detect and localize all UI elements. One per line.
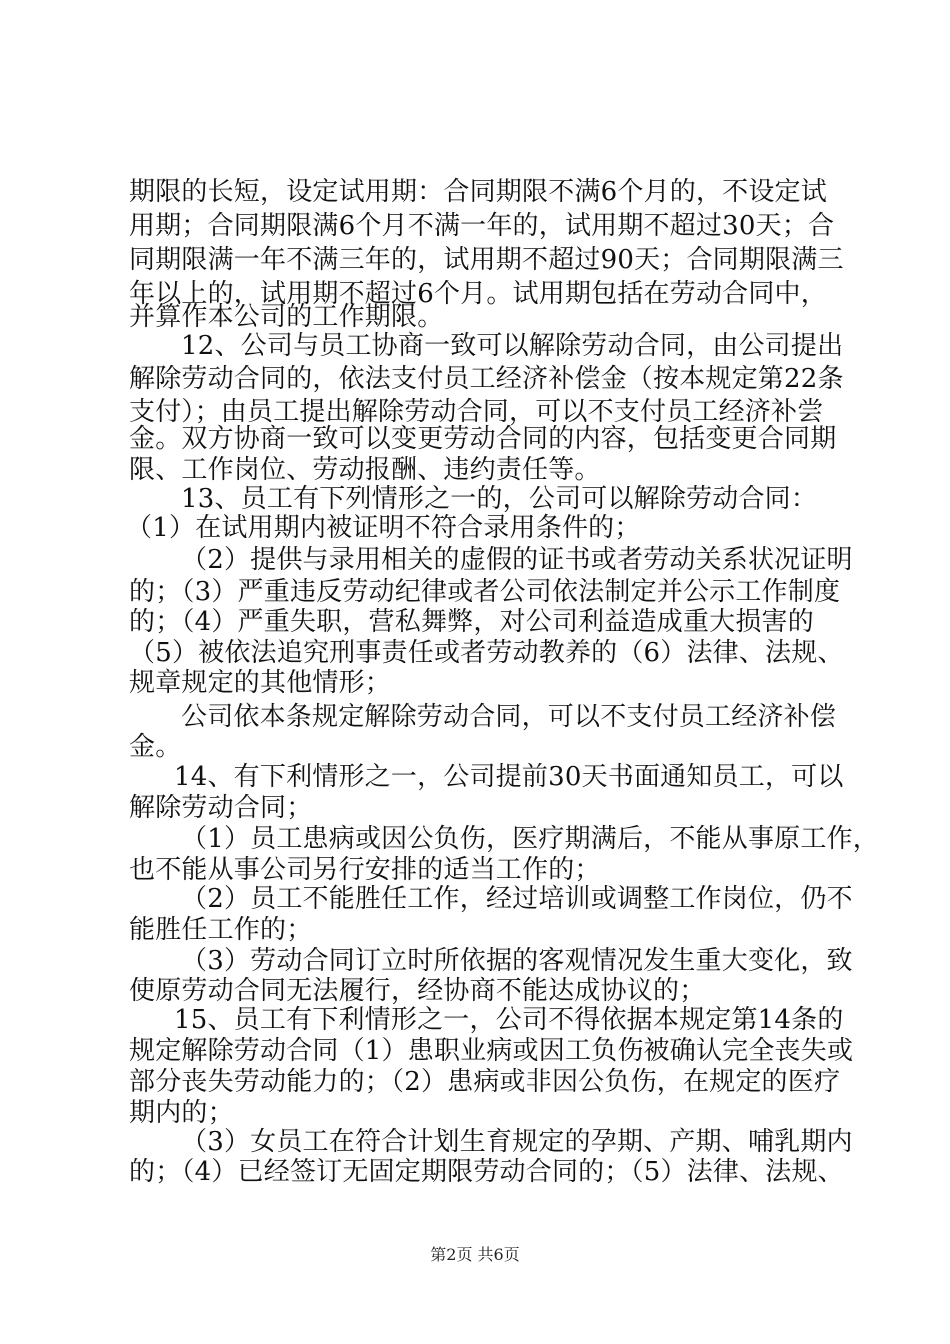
text-line: 期限的长短，设定试用期：合同期限不满6个月的，不设定试 [129, 177, 827, 207]
text-line: 13、员工有下列情形之一的，公司可以解除劳动合同： [181, 484, 818, 514]
text-line: 14、有下利情形之一，公司提前30天书面通知员工，可以 [174, 762, 844, 792]
text-line: 部分丧失劳动能力的；（2）患病或非因公负伤，在规定的医疗 [129, 1067, 841, 1097]
text-line: 用期；合同期限满6个月不满一年的，试用期不超过30天；合 [129, 211, 835, 241]
text-line: 12、公司与员工协商一致可以解除劳动合同，由公司提出 [181, 331, 844, 361]
text-line: （3）劳动合同订立时所依据的客观情况发生重大变化，致 [181, 946, 853, 976]
text-line: 支付）；由员工提出解除劳动合同，可以不支付员工经济补尝 [129, 397, 824, 427]
text-line: 解除劳动合同的，依法支付员工经济补偿金（按本规定第22条 [129, 364, 844, 394]
text-line: 规定解除劳动合同（1）患职业病或因工负伤被确认完全丧失或 [129, 1036, 854, 1066]
text-line: 并算作本公司的工作期限。 [129, 302, 444, 332]
text-line: 限、工作岗位、劳动报酬、违约责任等。 [129, 455, 601, 485]
text-line: （2）员工不能胜任工作，经过培训或调整工作岗位，仍不 [181, 884, 853, 914]
text-line: 公司依本条规定解除劳动合同，可以不支付员工经济补偿 [181, 702, 837, 732]
text-line: 解除劳动合同； [129, 793, 313, 823]
text-line: 的；（4）已经签订无固定期限劳动合同的；（5）法律、法规、 [129, 1157, 844, 1187]
text-line: 使原劳动合同无法履行，经协商不能达成协议的； [129, 976, 706, 1006]
text-line: （2）提供与录用相关的虚假的证书或者劳动关系状况证明 [181, 545, 853, 575]
text-line: 15、员工有下利情形之一，公司不得依据本规定第14条的 [174, 1005, 844, 1035]
text-line: 金。双方协商一致可以变更劳动合同的内容，包括变更合同期 [129, 424, 837, 454]
text-line: （5）被依法追究刑事责任或者劳动教养的（6）法律、法规、 [129, 638, 844, 668]
text-line: 期内的； [129, 1098, 234, 1128]
text-line: 也不能从事公司另行安排的适当工作的； [129, 855, 601, 885]
text-line: 的；（4）严重失职，营私舞弊，对公司利益造成重大损害的 [129, 607, 814, 637]
text-line: 同期限满一年不满三年的，试用期不超过90天；合同期限满三 [129, 245, 844, 275]
text-line: （1）在试用期内被证明不符合录用条件的； [126, 513, 641, 543]
text-line: 的；（3）严重违反劳动纪律或者公司依法制定并公示工作制度 [129, 577, 841, 607]
page-footer: 第2页 共6页 [430, 1245, 520, 1264]
text-line: （3）女员工在符合计划生育规定的孕期、产期、哺乳期内 [181, 1127, 853, 1157]
text-line: 年以上的，试用期不超过6个月。试用期包括在劳动合同中， [129, 279, 827, 309]
text-line: （1）员工患病或因公负伤，医疗期满后，不能从事原工作， [181, 824, 879, 854]
text-line: 能胜任工作的； [129, 915, 313, 945]
text-line: 金。 [129, 732, 182, 762]
text-line: 规章规定的其他情形； [129, 668, 392, 698]
